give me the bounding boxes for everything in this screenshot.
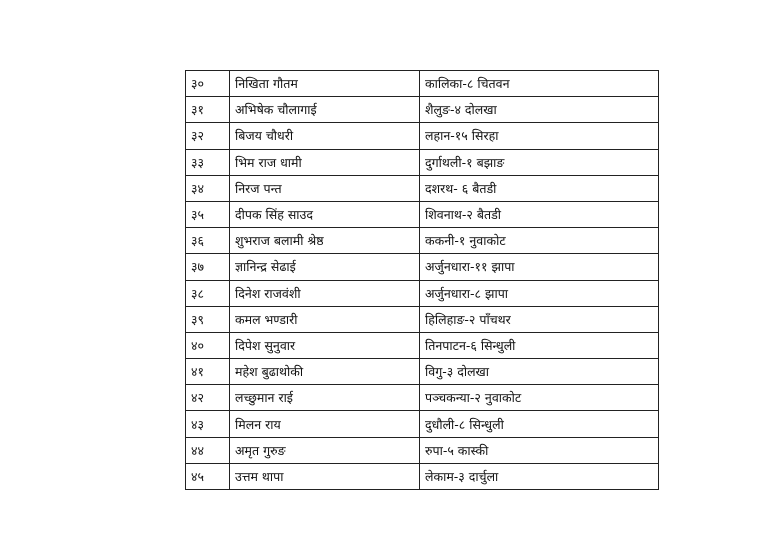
table-row: [186, 71, 659, 97]
name-cell: दिनेश राजवंशी: [230, 280, 420, 306]
serial-number-cell: ४०: [186, 332, 230, 358]
table-row: [186, 359, 659, 385]
serial-number-cell: ३४: [186, 175, 230, 201]
address-cell: लहान-१५ सिरहा: [420, 123, 659, 149]
name-cell: महेश बुढाथोकी: [230, 359, 420, 385]
name-cell: दिपेश सुनुवार: [230, 332, 420, 358]
names-table: [185, 70, 659, 490]
address-cell: हिलिहाङ-२ पाँचथर: [420, 306, 659, 332]
address-cell: दुधौली-८ सिन्धुली: [420, 411, 659, 437]
serial-number-cell: ३६: [186, 228, 230, 254]
table-row: [186, 463, 659, 489]
table-row: [186, 332, 659, 358]
serial-number-cell: ३७: [186, 254, 230, 280]
address-cell: शिवनाथ-२ बैतडी: [420, 201, 659, 227]
address-cell: ककनी-१ नुवाकोट: [420, 228, 659, 254]
serial-number-cell: ४३: [186, 411, 230, 437]
serial-number-cell: ३५: [186, 201, 230, 227]
name-cell: निरज पन्त: [230, 175, 420, 201]
serial-number-cell: ३३: [186, 149, 230, 175]
table-row: [186, 201, 659, 227]
table-row: [186, 228, 659, 254]
table-row: [186, 175, 659, 201]
table-row: [186, 280, 659, 306]
serial-number-cell: ४४: [186, 437, 230, 463]
address-cell: तिनपाटन-६ सिन्धुली: [420, 332, 659, 358]
name-cell: कमल भण्डारी: [230, 306, 420, 332]
address-cell: अर्जुनधारा-८ झापा: [420, 280, 659, 306]
name-cell: अमृत गुरुङ: [230, 437, 420, 463]
serial-number-cell: ३०: [186, 71, 230, 97]
serial-number-cell: ३८: [186, 280, 230, 306]
name-cell: बिजय चौधरी: [230, 123, 420, 149]
name-cell: निखिता गौतम: [230, 71, 420, 97]
table-row: [186, 437, 659, 463]
address-cell: अर्जुनधारा-११ झापा: [420, 254, 659, 280]
name-cell: अभिषेक चौलागाई: [230, 97, 420, 123]
address-cell: विगु-३ दोलखा: [420, 359, 659, 385]
name-cell: उत्तम थापा: [230, 463, 420, 489]
table-row: [186, 123, 659, 149]
name-cell: ज्ञानिन्द्र सेढाई: [230, 254, 420, 280]
name-cell: दीपक सिंह साउद: [230, 201, 420, 227]
address-cell: शैलुङ-४ दोलखा: [420, 97, 659, 123]
name-cell: भिम राज धामी: [230, 149, 420, 175]
serial-number-cell: ३१: [186, 97, 230, 123]
name-cell: मिलन राय: [230, 411, 420, 437]
address-cell: लेकाम-३ दार्चुला: [420, 463, 659, 489]
name-cell: लच्छुमान राई: [230, 385, 420, 411]
name-cell: शुभराज बलामी श्रेष्ठ: [230, 228, 420, 254]
address-cell: दुर्गाथली-१ बझाङ: [420, 149, 659, 175]
address-cell: रुपा-५ कास्की: [420, 437, 659, 463]
table-row: [186, 385, 659, 411]
address-cell: दशरथ- ६ बैतडी: [420, 175, 659, 201]
serial-number-cell: ३९: [186, 306, 230, 332]
serial-number-cell: ४२: [186, 385, 230, 411]
serial-number-cell: ४५: [186, 463, 230, 489]
serial-number-cell: ३२: [186, 123, 230, 149]
table-row: [186, 97, 659, 123]
serial-number-cell: ४१: [186, 359, 230, 385]
table-row: [186, 411, 659, 437]
table-body: [186, 71, 659, 490]
table-row: [186, 254, 659, 280]
table-row: [186, 149, 659, 175]
table-row: [186, 306, 659, 332]
address-cell: पञ्चकन्या-२ नुवाकोट: [420, 385, 659, 411]
address-cell: कालिका-८ चितवन: [420, 71, 659, 97]
